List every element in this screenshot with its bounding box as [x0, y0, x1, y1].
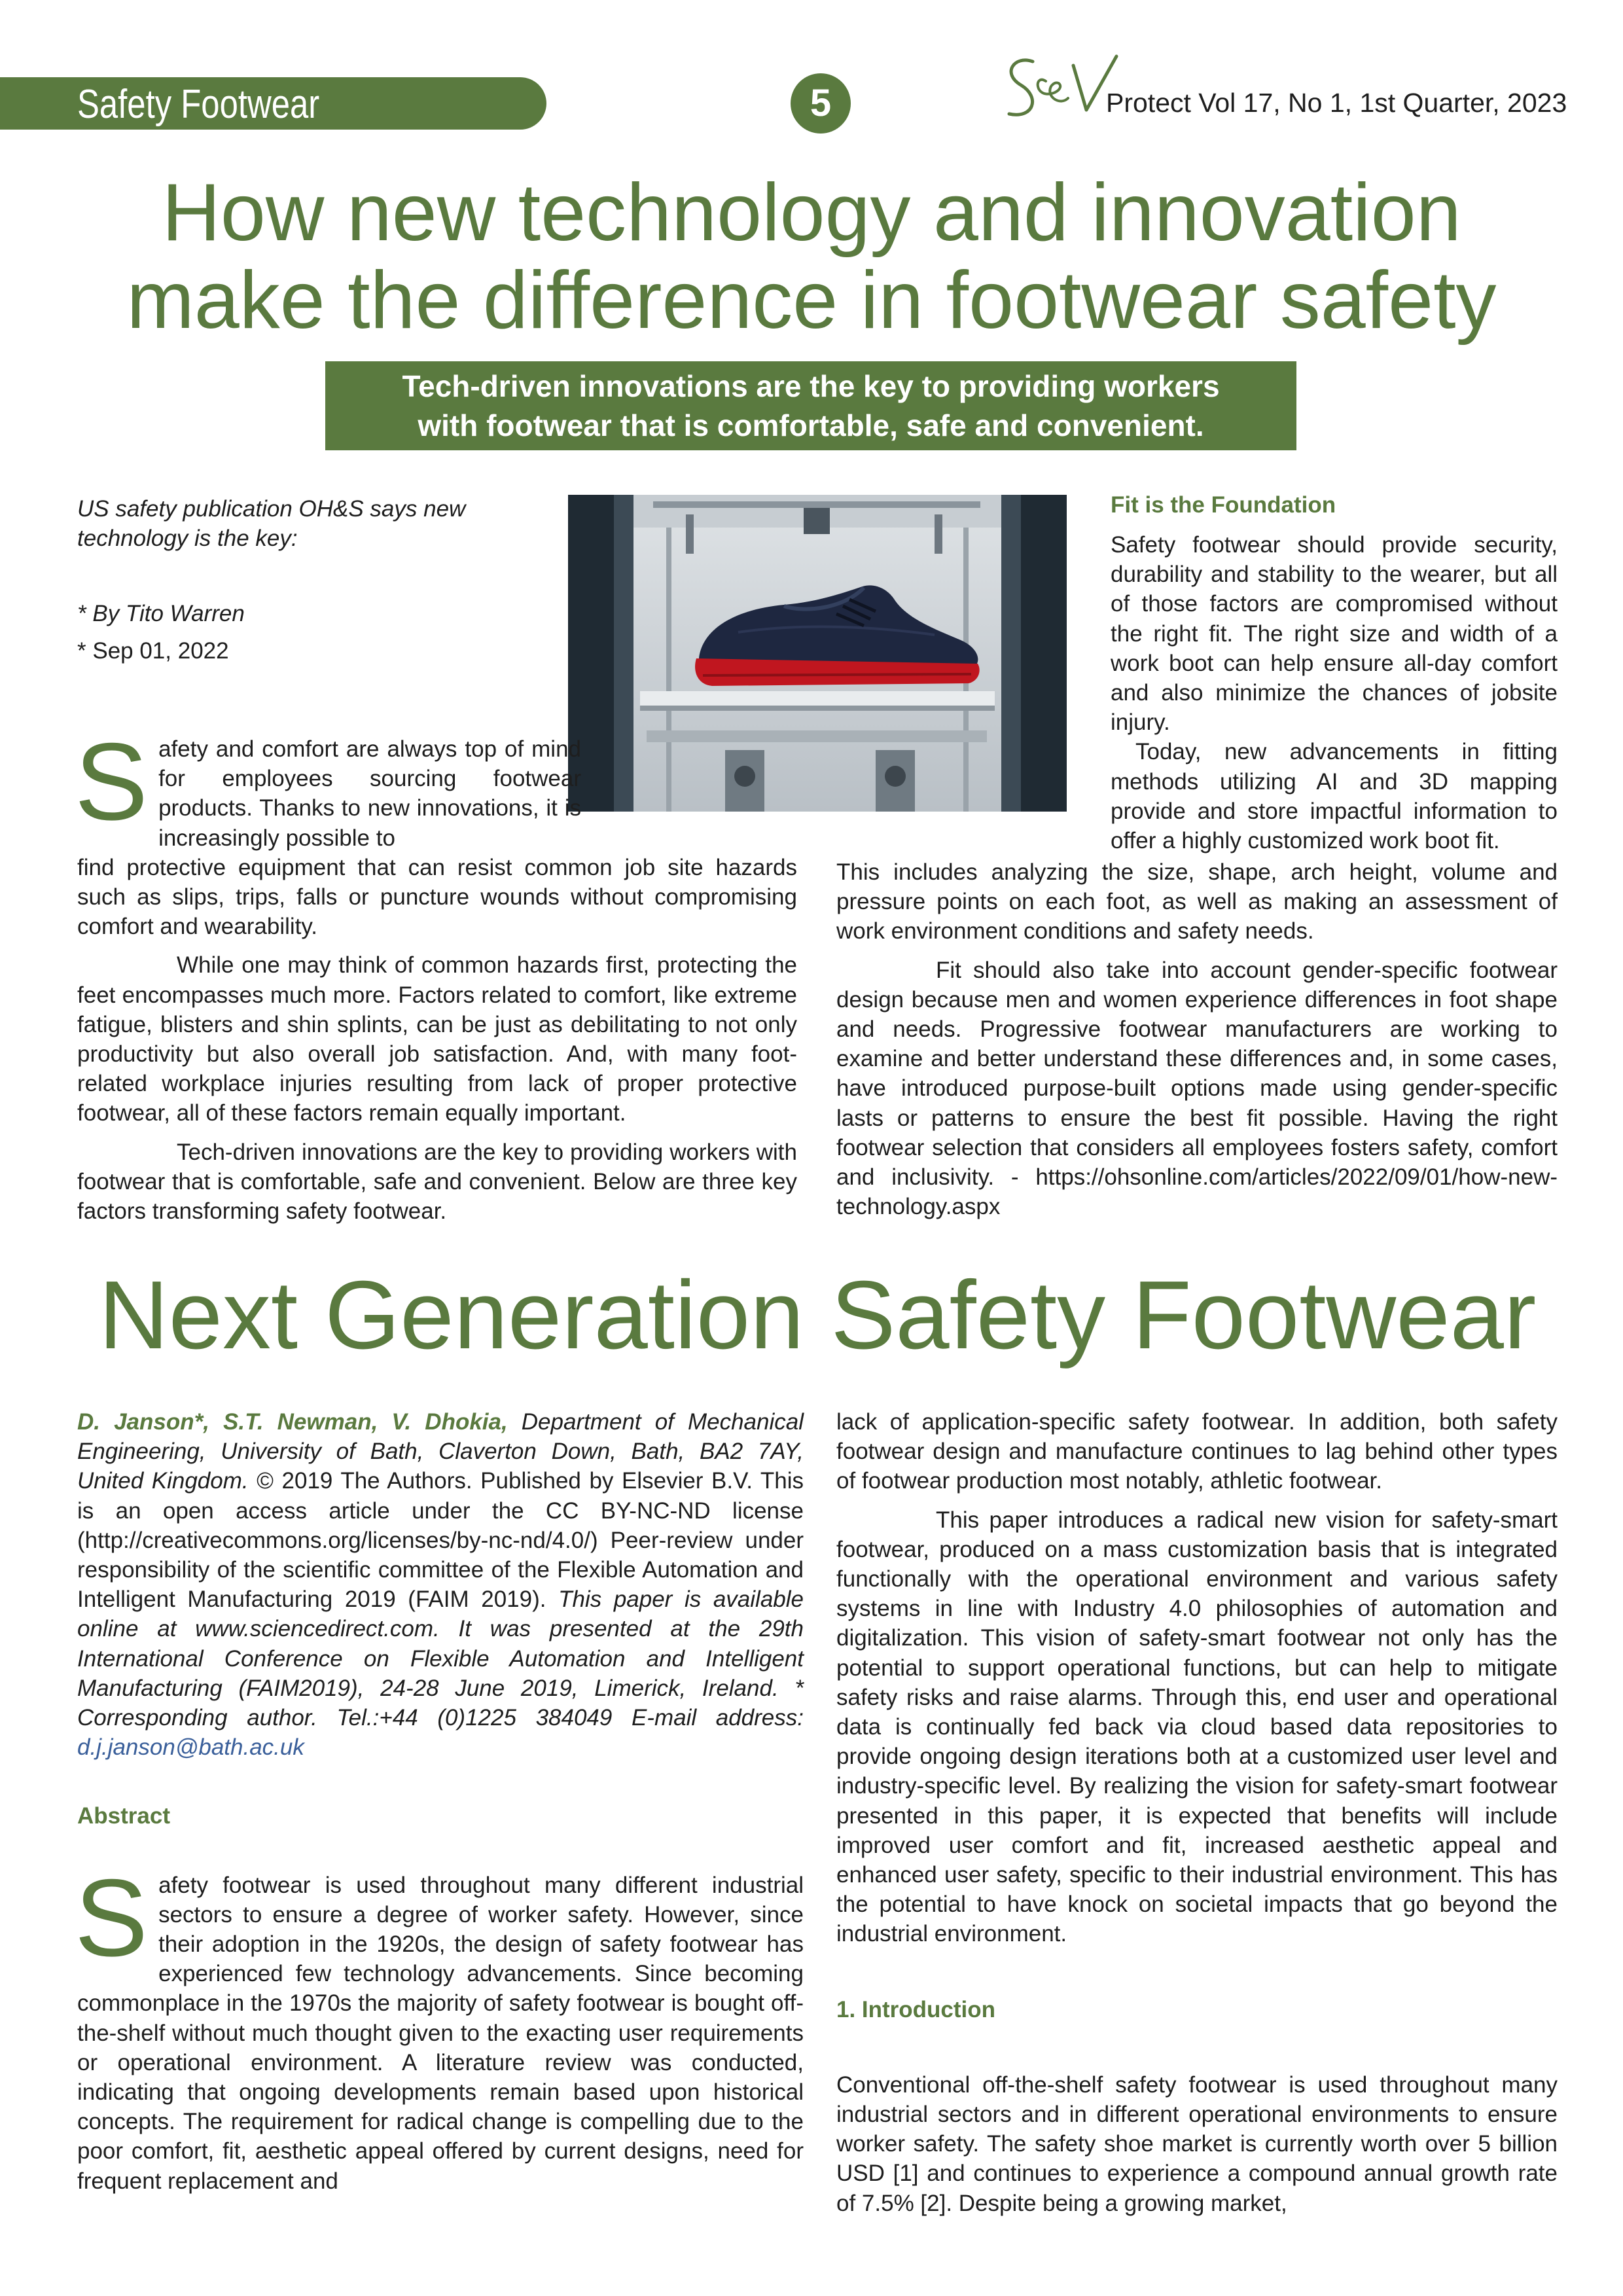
- paragraph: This includes analyzing the size, shape, arch height, volume and pressure points on each foot, as well as making an assessment of work environment conditions and safety needs.: [836, 859, 1558, 944]
- paragraph: Conventional off-the-shelf safety footwear is used throughout many industrial sectors and in different operational environments to ensure worker safety. The safety shoe market is currently worth over 5 billion USD [1] and continues to experience a compound annual growth rate of 7.5% [2]. Despite being a growing market,: [836, 2072, 1558, 2216]
- abstract-text: afety footwear is used throughout many different industrial sectors to ensure a degree of worker safety. However, since their adoption in the 1920s, the design of safety footwear has experienced few technology advancements. Since becoming commonplace in the 1970s the majority of safety footwear is bought off-the-shelf without much thought given to the exacting user requirements or operational environment. A literature review was conducted, indicating that ongoing developments remain based upon historical concepts. The requirement for radical change is compelling due to the poor comfort, fit, aesthetic appeal offered by current designs, need for frequent replacement and: [77, 1872, 804, 2194]
- paragraph: find protective equipment that can resist common job site hazards such as slips, trips, falls or puncture wounds without compromising comfort and wearability.: [77, 854, 797, 940]
- date: * Sep 01, 2022: [77, 638, 229, 664]
- section-banner: [0, 77, 546, 130]
- credits: [77, 1407, 804, 1762]
- paragraph: [75, 720, 797, 853]
- email-link[interactable]: d.j.janson@bath.ac.uk: [77, 1734, 304, 1761]
- article-title: [52, 169, 1571, 344]
- intro-line: technology is the key:: [77, 526, 298, 551]
- issue-info: Protect Vol 17, No 1, 1st Quarter, 2023: [1106, 88, 1567, 118]
- paragraph: Safety footwear should provide security, durability and stability to the wearer, but all of those factors are compromised without the right fit. The right size and width of a work boot can help ensure all-day comfort and also minimize the chances of jobsite injury.: [1111, 532, 1558, 736]
- byline: * By Tito Warren: [77, 601, 245, 626]
- article1-left-column: [75, 720, 797, 1226]
- section-heading: Abstract: [77, 1803, 170, 1829]
- abstract: [75, 1856, 804, 2196]
- drop-cap: S: [75, 720, 149, 843]
- standfirst-line: Tech-driven innovations are the key to providing workers: [402, 369, 1220, 403]
- paragraph: lack of application-specific safety footwear. In addition, both safety footwear design and manufacture continues to lag behind other types of footwear production most notably, athletic footwear.: [836, 1409, 1558, 1494]
- paragraph: This paper introduces a radical new vision for safety-smart footwear, produced on a mass customization basis that is integrated functionally with the operational environment and various safety systems in line with Industry 4.0 philosophies of automation and digitalization. This vision of safety-smart footwear not only has the potential to support operational functions, but can help to mitigate safety risks and raise alarms. Through this, end user and operational data is continually fed back via cloud based data repositories to provide ongoing design iterations both at a customized user level and industry-specific level. By realizing the vision for safety-smart footwear presented in this paper, it is expected that benefits will include improved user comfort and fit, increased aesthetic appeal and enhanced user safety, specific to their industrial environment. This has the potential to have knock on societal impacts that go beyond the industrial environment.: [836, 1507, 1558, 1947]
- intro-block: [77, 494, 509, 666]
- article-title-line: make the difference in footwear safety: [126, 255, 1497, 346]
- section-title: Safety Footwear: [77, 82, 320, 127]
- page-number: 5: [791, 73, 851, 134]
- intro-line: US safety publication OH&S says new: [77, 496, 466, 522]
- article2-left-column: [77, 1407, 804, 2196]
- article-title-line: How new technology and innovation: [162, 168, 1461, 258]
- paragraph: Fit should also take into account gender-specific footwear design because men and women experience differences in foot shape and needs. Progressive footwear manufacturers are working to examine and better understand these differences and, in some cases, have introduced purpose-built options made using gender-specific lasts or patterns to ensure the best fit possible. Having the right footwear selection that considers all employees fosters safety, comfort and inclusivity. - https://ohsonline.com/articles/2022/09/01/how-new-technology.aspx: [836, 957, 1558, 1220]
- section-heading: Fit is the Foundation: [1111, 492, 1336, 518]
- authors: D. Janson*, S.T. Newman, V. Dhokia,: [77, 1409, 508, 1435]
- license-text: © 2019 The Authors. Published by Elsevier B.V. This is an open access article under the CC BY-NC-ND license (http://creativecommons.org/licenses/by-nc-nd/4.0/) Peer-review under responsibility of the scientific committee of the Flexible Automation and Intelligent Manufacturing 2019 (FAIM 2019).: [77, 1468, 804, 1613]
- standfirst-box: [325, 361, 1296, 450]
- paragraph: Tech-driven innovations are the key to providing workers with footwear that is comfortable, safe and convenient. Below are three key factors transforming safety footwear.: [77, 1139, 797, 1225]
- article1-right-column: [1111, 530, 1558, 855]
- article1-right-column-wide: [836, 857, 1558, 1221]
- paragraph-text: afety and comfort are always top of mind for employees sourcing footwear products. Thanks to new innovations, it is increasingly possible to: [158, 736, 581, 851]
- affiliation: Department of Mechanical Engineering, University of Bath, Claverton Down, Bath, BA2 7AY, United Kingdom.: [77, 1409, 804, 1494]
- paragraph: While one may think of common hazards first, protecting the feet encompasses much more. Factors related to comfort, like extreme fatigue, blisters and shin splints, can be just as debilitating to not only productivity but also overall job satisfaction. And, with many foot-related workplace injuries resulting from lack of proper protective footwear, all of these factors remain equally important.: [77, 952, 797, 1126]
- drop-cap: S: [75, 1856, 149, 1979]
- article2-right-column: [836, 1407, 1558, 2218]
- standfirst-line: with footwear that is comfortable, safe and convenient.: [418, 408, 1204, 442]
- article2-title: Next Generation Safety Footwear: [98, 1261, 1537, 1369]
- section-heading: 1. Introduction: [836, 1996, 996, 2022]
- publication-note: This paper is available online at www.sciencedirect.com. It was presented at the 29th International Conference on Flexible Automation and Intelligent Manufacturing (FAIM2019), 24-28 June 2019, Limerick, Ireland. * Corresponding author. Tel.:+44 (0)1225 384049 E-mail address:: [77, 1587, 804, 1731]
- paragraph: Today, new advancements in fitting methods utilizing AI and 3D mapping provide and store impactful information to offer a highly customized work boot fit.: [1111, 739, 1558, 854]
